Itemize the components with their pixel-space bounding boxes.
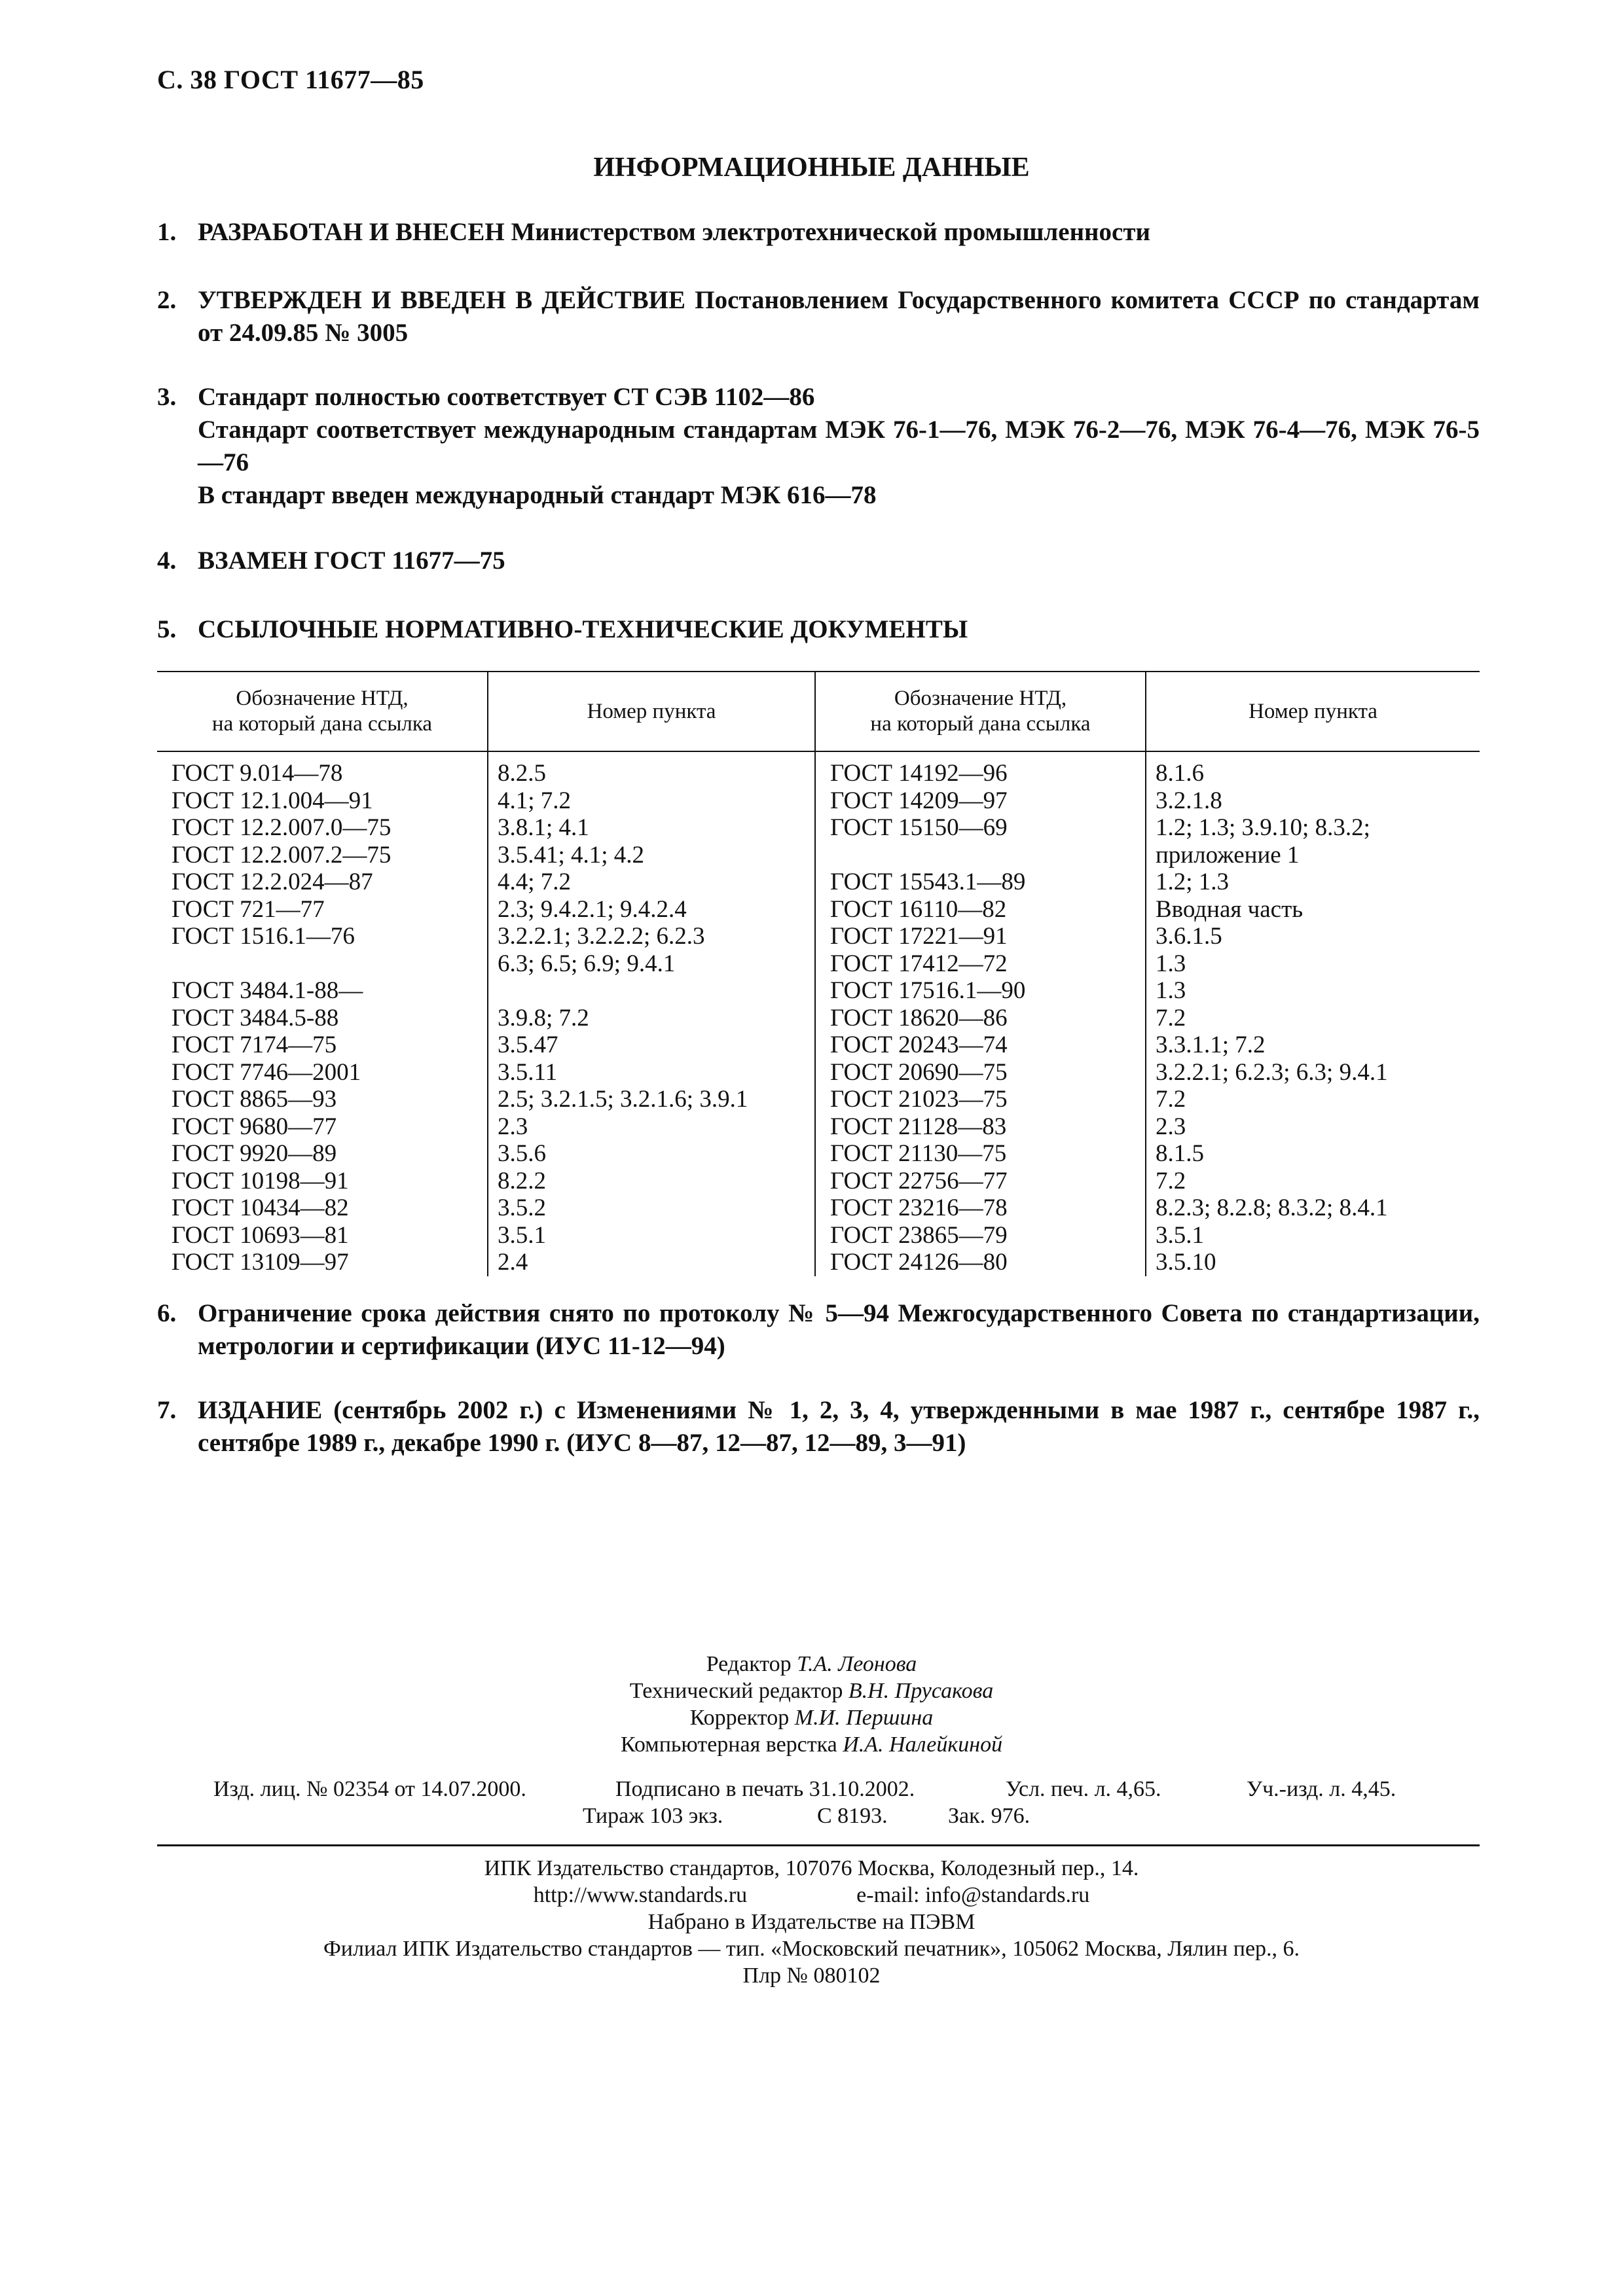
item-number: 1. <box>157 218 177 246</box>
item-text: РАЗРАБОТАН И ВНЕСЕН Министерством электротехнической промышленности <box>198 218 1150 246</box>
table-cell-line: ГОСТ 23865—79 <box>830 1221 1008 1249</box>
table-cell-line: 1.2; 1.3; 3.9.10; 8.3.2; <box>1156 814 1370 841</box>
column-right-documents <box>815 751 1146 1276</box>
credit-role: Компьютерная верстка <box>620 1732 837 1757</box>
table-cell-line: 3.2.1.8 <box>1156 787 1222 814</box>
table-cell-line: 8.2.2 <box>498 1167 546 1194</box>
item-text-line: В стандарт введен международный стандарт МЭК 616—78 <box>198 481 877 509</box>
column-header-document: Обозначение НТД, на который дана ссылка <box>815 672 1146 751</box>
table-cell-line: 3.5.11 <box>498 1058 558 1086</box>
credit-person: И.А. Налейкиной <box>843 1732 1003 1757</box>
info-item-2 <box>157 284 1480 350</box>
table-cell-line: 3.5.2 <box>498 1194 546 1221</box>
table-cell-line: ГОСТ 9920—89 <box>172 1140 337 1167</box>
credit-role: Технический редактор <box>629 1679 843 1703</box>
table-cell-line: ГОСТ 12.2.007.2—75 <box>172 841 392 869</box>
table-cell-line: ГОСТ 3484.1-88— <box>172 977 363 1004</box>
table-cell-line: ГОСТ 721—77 <box>172 895 325 923</box>
table-cell-line: 4.1; 7.2 <box>498 787 572 814</box>
item-text: ССЫЛОЧНЫЕ НОРМАТИВНО-ТЕХНИЧЕСКИЕ ДОКУМЕНТЫ <box>198 615 968 643</box>
table-header-row <box>157 672 1480 751</box>
credit-technical-editor <box>0 1677 1623 1704</box>
order-number: Зак. 976. <box>948 1804 1030 1828</box>
info-item-5 <box>157 613 1480 646</box>
table-cell-line: ГОСТ 17516.1—90 <box>830 977 1026 1004</box>
table-cell-line: 6.3; 6.5; 6.9; 9.4.1 <box>498 950 676 977</box>
item-text-line: Стандарт полностью соответствует СТ СЭВ 1102—86 <box>198 383 815 411</box>
table-cell-line: 7.2 <box>1156 1167 1186 1194</box>
table-cell-line: 7.2 <box>1156 1086 1186 1113</box>
table-cell-line <box>172 950 487 978</box>
info-item-6 <box>157 1297 1480 1363</box>
item-number: 3. <box>157 383 177 411</box>
table-cell-line: 3.5.6 <box>498 1140 546 1167</box>
catalog-number: С 8193. <box>817 1804 888 1828</box>
table-cell-line <box>830 842 1145 869</box>
table-cell-line: ГОСТ 9680—77 <box>172 1113 337 1140</box>
typeset-note: Набрано в Издательстве на ПЭВМ <box>647 1910 976 1934</box>
table-cell-line: 8.2.3; 8.2.8; 8.3.2; 8.4.1 <box>1156 1194 1388 1221</box>
table-cell-line: ГОСТ 14209—97 <box>830 787 1008 814</box>
credit-layout <box>0 1731 1623 1758</box>
table-cell-line: ГОСТ 23216—78 <box>830 1194 1008 1221</box>
license-info: Изд. лиц. № 02354 от 14.07.2000. <box>213 1777 526 1801</box>
table-cell-line: ГОСТ 12.2.007.0—75 <box>172 814 392 841</box>
table-cell-line: 3.5.47 <box>498 1031 558 1058</box>
table-body-row <box>157 751 1480 1276</box>
printed-sheets: Усл. печ. л. 4,65. <box>1006 1777 1161 1801</box>
publisher-contacts <box>0 1882 1623 1909</box>
table-cell-line: ГОСТ 10198—91 <box>172 1167 349 1194</box>
table-cell-line: 3.5.1 <box>498 1221 546 1249</box>
table-cell-line: 1.3 <box>1156 950 1186 977</box>
table-cell-line: ГОСТ 15150—69 <box>830 814 1008 841</box>
credit-editor <box>0 1651 1623 1677</box>
table-cell-line: ГОСТ 3484.5-88 <box>172 1004 339 1031</box>
publisher-address: ИПК Издательство стандартов, 107076 Москва, Колодезный пер., 14. <box>484 1856 1139 1880</box>
table-cell-line: ГОСТ 22756—77 <box>830 1167 1008 1194</box>
table-cell-line: 3.5.1 <box>1156 1221 1204 1249</box>
table-cell-line: ГОСТ 10434—82 <box>172 1194 349 1221</box>
table-cell-line: 3.9.8; 7.2 <box>498 1004 589 1031</box>
print-run: Тираж 103 экз. <box>583 1804 723 1828</box>
table-cell-line: 2.4 <box>498 1249 528 1276</box>
table-cell-line: 3.8.1; 4.1 <box>498 814 589 841</box>
table-cell-line: 2.5; 3.2.1.5; 3.2.1.6; 3.9.1 <box>498 1086 748 1113</box>
table-cell-line: 2.3; 9.4.2.1; 9.4.2.4 <box>498 895 687 923</box>
column-left-clauses <box>488 751 815 1276</box>
page-title: ИНФОРМАЦИОННЫЕ ДАННЫЕ <box>593 152 1030 183</box>
table-cell-line: приложение 1 <box>1156 841 1300 869</box>
info-item-7 <box>157 1394 1480 1460</box>
table-cell-line: ГОСТ 16110—82 <box>830 895 1007 923</box>
table-cell-line: 8.1.6 <box>1156 760 1204 787</box>
credit-person: В.Н. Прусакова <box>848 1679 994 1703</box>
table-cell-line: ГОСТ 13109—97 <box>172 1249 349 1276</box>
item-number: 4. <box>157 547 177 575</box>
item-text: УТВЕРЖДЕН И ВВЕДЕН В ДЕЙСТВИЕ Постановлением Государственного комитета СССР по стандартам от 24.09.85 № 3005 <box>198 286 1480 347</box>
printing-house: Филиал ИПК Издательство стандартов — тип. «Московский печатник», 105062 Москва, Лялин пер., 6. <box>323 1937 1300 1961</box>
printing-license: Плр № 080102 <box>742 1964 881 1988</box>
table-cell-line: 4.4; 7.2 <box>498 869 572 895</box>
item-number: 2. <box>157 286 177 314</box>
publisher-sheets: Уч.-изд. л. 4,45. <box>1247 1777 1396 1801</box>
table-cell-line: ГОСТ 9.014—78 <box>172 760 343 787</box>
credit-person: Т.А. Леонова <box>797 1652 917 1676</box>
item-number: 6. <box>157 1299 177 1327</box>
table-cell-line: 1.3 <box>1156 977 1186 1004</box>
page-header: С. 38 ГОСТ 11677—85 <box>157 65 424 94</box>
item-number: 5. <box>157 615 177 643</box>
info-item-4 <box>157 545 1480 577</box>
table-cell-line: ГОСТ 18620—86 <box>830 1004 1008 1031</box>
table-cell-line: ГОСТ 17412—72 <box>830 950 1008 977</box>
table-cell-line: 3.6.1.5 <box>1156 923 1222 950</box>
credit-role: Корректор <box>689 1706 790 1730</box>
table-cell-line: 8.1.5 <box>1156 1140 1204 1167</box>
table-cell-line: ГОСТ 20243—74 <box>830 1031 1008 1058</box>
table-cell-line: 3.2.2.1; 6.2.3; 6.3; 9.4.1 <box>1156 1058 1388 1086</box>
reference-documents-table <box>157 671 1480 1276</box>
info-item-1 <box>157 216 1480 249</box>
table-cell-line: ГОСТ 21023—75 <box>830 1086 1008 1113</box>
signed-for-print: Подписано в печать 31.10.2002. <box>615 1777 915 1801</box>
table-cell-line: ГОСТ 15543.1—89 <box>830 869 1026 895</box>
table-cell-line: ГОСТ 21128—83 <box>830 1113 1007 1140</box>
table-cell-line: ГОСТ 24126—80 <box>830 1249 1008 1276</box>
table-cell-line: 3.5.10 <box>1156 1249 1216 1276</box>
table-cell-line: ГОСТ 12.2.024—87 <box>172 869 373 895</box>
table-cell-line: ГОСТ 8865—93 <box>172 1086 337 1113</box>
table-cell-line: ГОСТ 17221—91 <box>830 923 1008 950</box>
column-header-clause: Номер пункта <box>1146 672 1480 751</box>
table-cell-line: ГОСТ 21130—75 <box>830 1140 1007 1167</box>
credit-role: Редактор <box>706 1652 792 1676</box>
table-cell-line: 2.3 <box>1156 1113 1186 1140</box>
column-right-clauses <box>1146 751 1480 1276</box>
divider-line <box>157 1844 1480 1846</box>
item-text: ВЗАМЕН ГОСТ 11677—75 <box>198 547 505 575</box>
website-link[interactable]: http://www.standards.ru <box>533 1883 748 1907</box>
item-text: ИЗДАНИЕ (сентябрь 2002 г.) с Изменениями № 1, 2, 3, 4, утвержденными в мае 1987 г., сентябре 1987 г., сентябре 1989 г., декабре 1990 г. (ИУС 8—87, 12—87, 12—89, 3—91) <box>198 1396 1480 1457</box>
table-cell-line: 3.5.41; 4.1; 4.2 <box>498 841 645 869</box>
column-header-clause: Номер пункта <box>488 672 815 751</box>
table-cell-line: ГОСТ 20690—75 <box>830 1058 1008 1086</box>
table-cell-line: 3.3.1.1; 7.2 <box>1156 1031 1266 1058</box>
credit-proofreader <box>0 1704 1623 1731</box>
table-cell-line: Вводная часть <box>1156 895 1304 923</box>
column-header-document: Обозначение НТД, на который дана ссылка <box>157 672 488 751</box>
credit-person: М.И. Першина <box>794 1706 934 1730</box>
table-cell-line: ГОСТ 1516.1—76 <box>172 923 355 950</box>
table-cell-line: 8.2.5 <box>498 760 546 787</box>
table-cell-line: ГОСТ 14192—96 <box>830 760 1008 787</box>
email-link[interactable]: e-mail: info@standards.ru <box>856 1883 1090 1907</box>
item-number: 7. <box>157 1396 177 1424</box>
table-cell-line: 3.2.2.1; 3.2.2.2; 6.2.3 <box>498 923 705 950</box>
item-text-line: Стандарт соответствует международным стандартам МЭК 76-1—76, МЭК 76-2—76, МЭК 76-4—76, МЭК 76-5—76 <box>198 416 1480 476</box>
table-cell-line: ГОСТ 7174—75 <box>172 1031 337 1058</box>
table-cell-line: ГОСТ 10693—81 <box>172 1221 349 1249</box>
table-cell-line: ГОСТ 12.1.004—91 <box>172 787 373 814</box>
info-item-3 <box>157 381 1480 512</box>
table-cell-line: 2.3 <box>498 1113 528 1140</box>
table-cell-line: ГОСТ 7746—2001 <box>172 1058 361 1086</box>
table-cell-line: 1.2; 1.3 <box>1156 869 1230 895</box>
table-cell-line: 7.2 <box>1156 1004 1186 1031</box>
table-cell-line <box>498 977 814 1005</box>
item-text: Ограничение срока действия снято по протоколу № 5—94 Межгосударственного Совета по стандартизации, метрологии и сертификации (ИУС 11-12—94) <box>198 1299 1480 1360</box>
column-left-documents <box>157 751 488 1276</box>
